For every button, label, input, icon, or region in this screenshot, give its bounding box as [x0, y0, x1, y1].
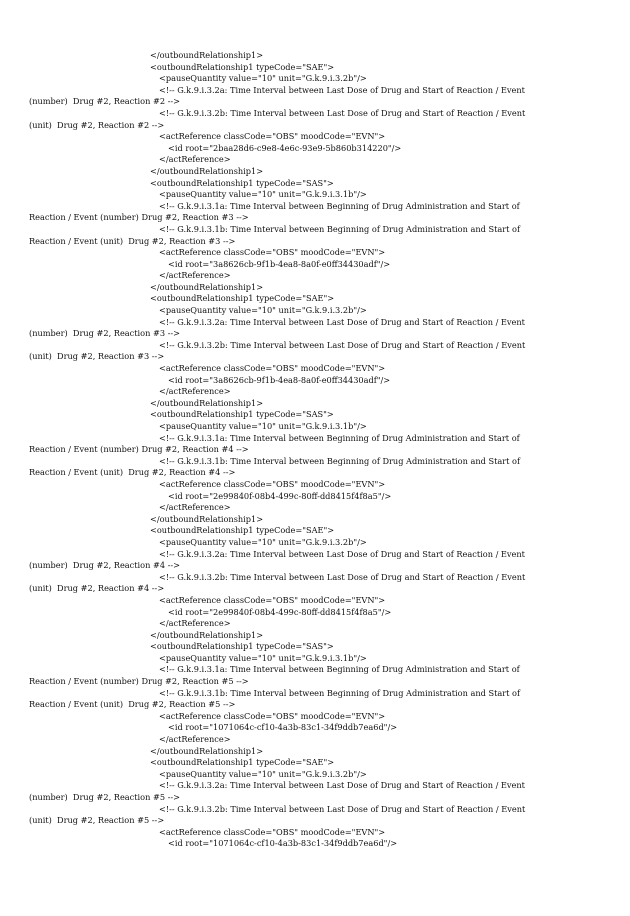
- code-line: <outboundRelationship1 typeCode="SAE">: [150, 525, 335, 536]
- code-line: <actReference classCode="OBS" moodCode="EVN">: [159, 131, 386, 142]
- code-line: (number) Drug #2, Reaction #2 -->: [29, 96, 181, 107]
- code-line: </actReference>: [159, 618, 231, 629]
- code-line: <id root="3a8626cb-9f1b-4ea8-8a0f-e0ff34430adf"/>: [168, 258, 391, 269]
- code-line: <id root="2e99840f-08b4-499c-80ff-dd8415f4f8a5"/>: [168, 606, 392, 617]
- code-line: <outboundRelationship1 typeCode="SAS">: [150, 409, 334, 420]
- code-line: Reaction / Event (number) Drug #2, Reaction #5 -->: [29, 676, 249, 687]
- code-line: </actReference>: [159, 734, 231, 745]
- code-line: </outboundRelationship1>: [150, 281, 264, 292]
- xml-code-listing: [0, 50, 630, 850]
- code-line: <!-- G.k.9.i.3.2a: Time Interval between Last Dose of Drug and Start of Reaction / Event: [159, 780, 525, 791]
- code-line: <outboundRelationship1 typeCode="SAE">: [150, 757, 335, 768]
- code-line: <pauseQuantity value="10" unit="G.k.9.i.3.2b"/>: [159, 73, 367, 84]
- code-line: (number) Drug #2, Reaction #5 -->: [29, 792, 181, 802]
- code-line: <outboundRelationship1 typeCode="SAE">: [150, 61, 335, 72]
- code-line: </outboundRelationship1>: [150, 50, 264, 60]
- code-line: <!-- G.k.9.i.3.1a: Time Interval between Beginning of Drug Administration and Start of: [159, 664, 520, 675]
- code-line: Reaction / Event (unit) Drug #2, Reaction #4 -->: [29, 467, 236, 478]
- code-line: </outboundRelationship1>: [150, 745, 264, 756]
- code-line: <pauseQuantity value="10" unit="G.k.9.i.3.2b"/>: [159, 536, 367, 547]
- code-line: <pauseQuantity value="10" unit="G.k.9.i.3.2b"/>: [159, 305, 367, 316]
- code-line: <id root="1071064c-cf10-4a3b-83c1-34f9ddb7ea6d"/>: [168, 722, 398, 733]
- code-line: <!-- G.k.9.i.3.2b: Time Interval between Last Dose of Drug and Start of Reaction / Event: [159, 803, 526, 814]
- code-line: <!-- G.k.9.i.3.2b: Time Interval between Last Dose of Drug and Start of Reaction / Event: [159, 107, 526, 118]
- code-line: (unit) Drug #2, Reaction #4 -->: [29, 583, 165, 594]
- code-line: </outboundRelationship1>: [150, 165, 264, 176]
- code-line: <!-- G.k.9.i.3.2a: Time Interval between Last Dose of Drug and Start of Reaction / Event: [159, 548, 525, 559]
- code-line: <id root="3a8626cb-9f1b-4ea8-8a0f-e0ff34430adf"/>: [168, 374, 391, 385]
- code-line: </actReference>: [159, 154, 231, 165]
- code-line: <pauseQuantity value="10" unit="G.k.9.i.3.2b"/>: [159, 768, 367, 779]
- code-line: (unit) Drug #2, Reaction #2 -->: [29, 119, 165, 130]
- code-line: <id root="2e99840f-08b4-499c-80ff-dd8415f4f8a5"/>: [168, 490, 392, 501]
- code-line: <outboundRelationship1 typeCode="SAS">: [150, 177, 334, 188]
- code-line: <outboundRelationship1 typeCode="SAS">: [150, 641, 334, 652]
- code-line: Reaction / Event (unit) Drug #2, Reaction #3 -->: [29, 235, 236, 246]
- code-line: <id root="1071064c-cf10-4a3b-83c1-34f9ddb7ea6d"/>: [168, 838, 398, 849]
- code-line: <outboundRelationship1 typeCode="SAE">: [150, 293, 335, 304]
- code-line: <actReference classCode="OBS" moodCode="EVN">: [159, 710, 386, 721]
- code-line: (number) Drug #2, Reaction #4 -->: [29, 560, 181, 571]
- code-line: <!-- G.k.9.i.3.1b: Time Interval between Beginning of Drug Administration and Start of: [159, 455, 521, 466]
- code-line: (number) Drug #2, Reaction #3 -->: [29, 328, 181, 339]
- code-line: Reaction / Event (number) Drug #2, Reaction #4 -->: [29, 444, 249, 455]
- code-line: <actReference classCode="OBS" moodCode="EVN">: [159, 478, 386, 489]
- code-line: (unit) Drug #2, Reaction #3 -->: [29, 351, 165, 362]
- code-line: <pauseQuantity value="10" unit="G.k.9.i.3.1b"/>: [159, 189, 367, 200]
- code-line: </actReference>: [159, 502, 231, 513]
- code-line: </outboundRelationship1>: [150, 513, 264, 524]
- code-line: <actReference classCode="OBS" moodCode="EVN">: [159, 826, 386, 837]
- code-line: <actReference classCode="OBS" moodCode="EVN">: [159, 363, 386, 374]
- code-line: </outboundRelationship1>: [150, 397, 264, 408]
- code-line: <actReference classCode="OBS" moodCode="EVN">: [159, 247, 386, 258]
- code-line: <actReference classCode="OBS" moodCode="EVN">: [159, 594, 386, 605]
- code-line: <!-- G.k.9.i.3.1a: Time Interval between Beginning of Drug Administration and Start of: [159, 432, 520, 443]
- code-line: Reaction / Event (number) Drug #2, Reaction #3 -->: [29, 212, 249, 223]
- code-line: </outboundRelationship1>: [150, 629, 264, 640]
- code-line: <!-- G.k.9.i.3.2b: Time Interval between Last Dose of Drug and Start of Reaction / Event: [159, 571, 526, 582]
- code-line: <!-- G.k.9.i.3.2a: Time Interval between Last Dose of Drug and Start of Reaction / Event: [159, 316, 525, 327]
- code-line: <!-- G.k.9.i.3.1b: Time Interval between Beginning of Drug Administration and Start of: [159, 687, 521, 698]
- code-line: <pauseQuantity value="10" unit="G.k.9.i.3.1b"/>: [159, 421, 367, 431]
- code-line: <!-- G.k.9.i.3.2b: Time Interval between Last Dose of Drug and Start of Reaction / Event: [159, 339, 526, 350]
- code-line: </actReference>: [159, 270, 231, 281]
- code-line: <!-- G.k.9.i.3.2a: Time Interval between Last Dose of Drug and Start of Reaction / Event: [159, 84, 525, 95]
- code-line: <id root="2baa28d6-c9e8-4e6c-93e9-5b860b314220"/>: [168, 142, 402, 153]
- code-line: </actReference>: [159, 386, 231, 397]
- code-line: (unit) Drug #2, Reaction #5 -->: [29, 815, 165, 826]
- code-line: <pauseQuantity value="10" unit="G.k.9.i.3.1b"/>: [159, 652, 367, 663]
- code-line: <!-- G.k.9.i.3.1b: Time Interval between Beginning of Drug Administration and Start of: [159, 223, 521, 234]
- code-line: <!-- G.k.9.i.3.1a: Time Interval between Beginning of Drug Administration and Start of: [159, 200, 520, 211]
- code-line: Reaction / Event (unit) Drug #2, Reaction #5 -->: [29, 699, 236, 710]
